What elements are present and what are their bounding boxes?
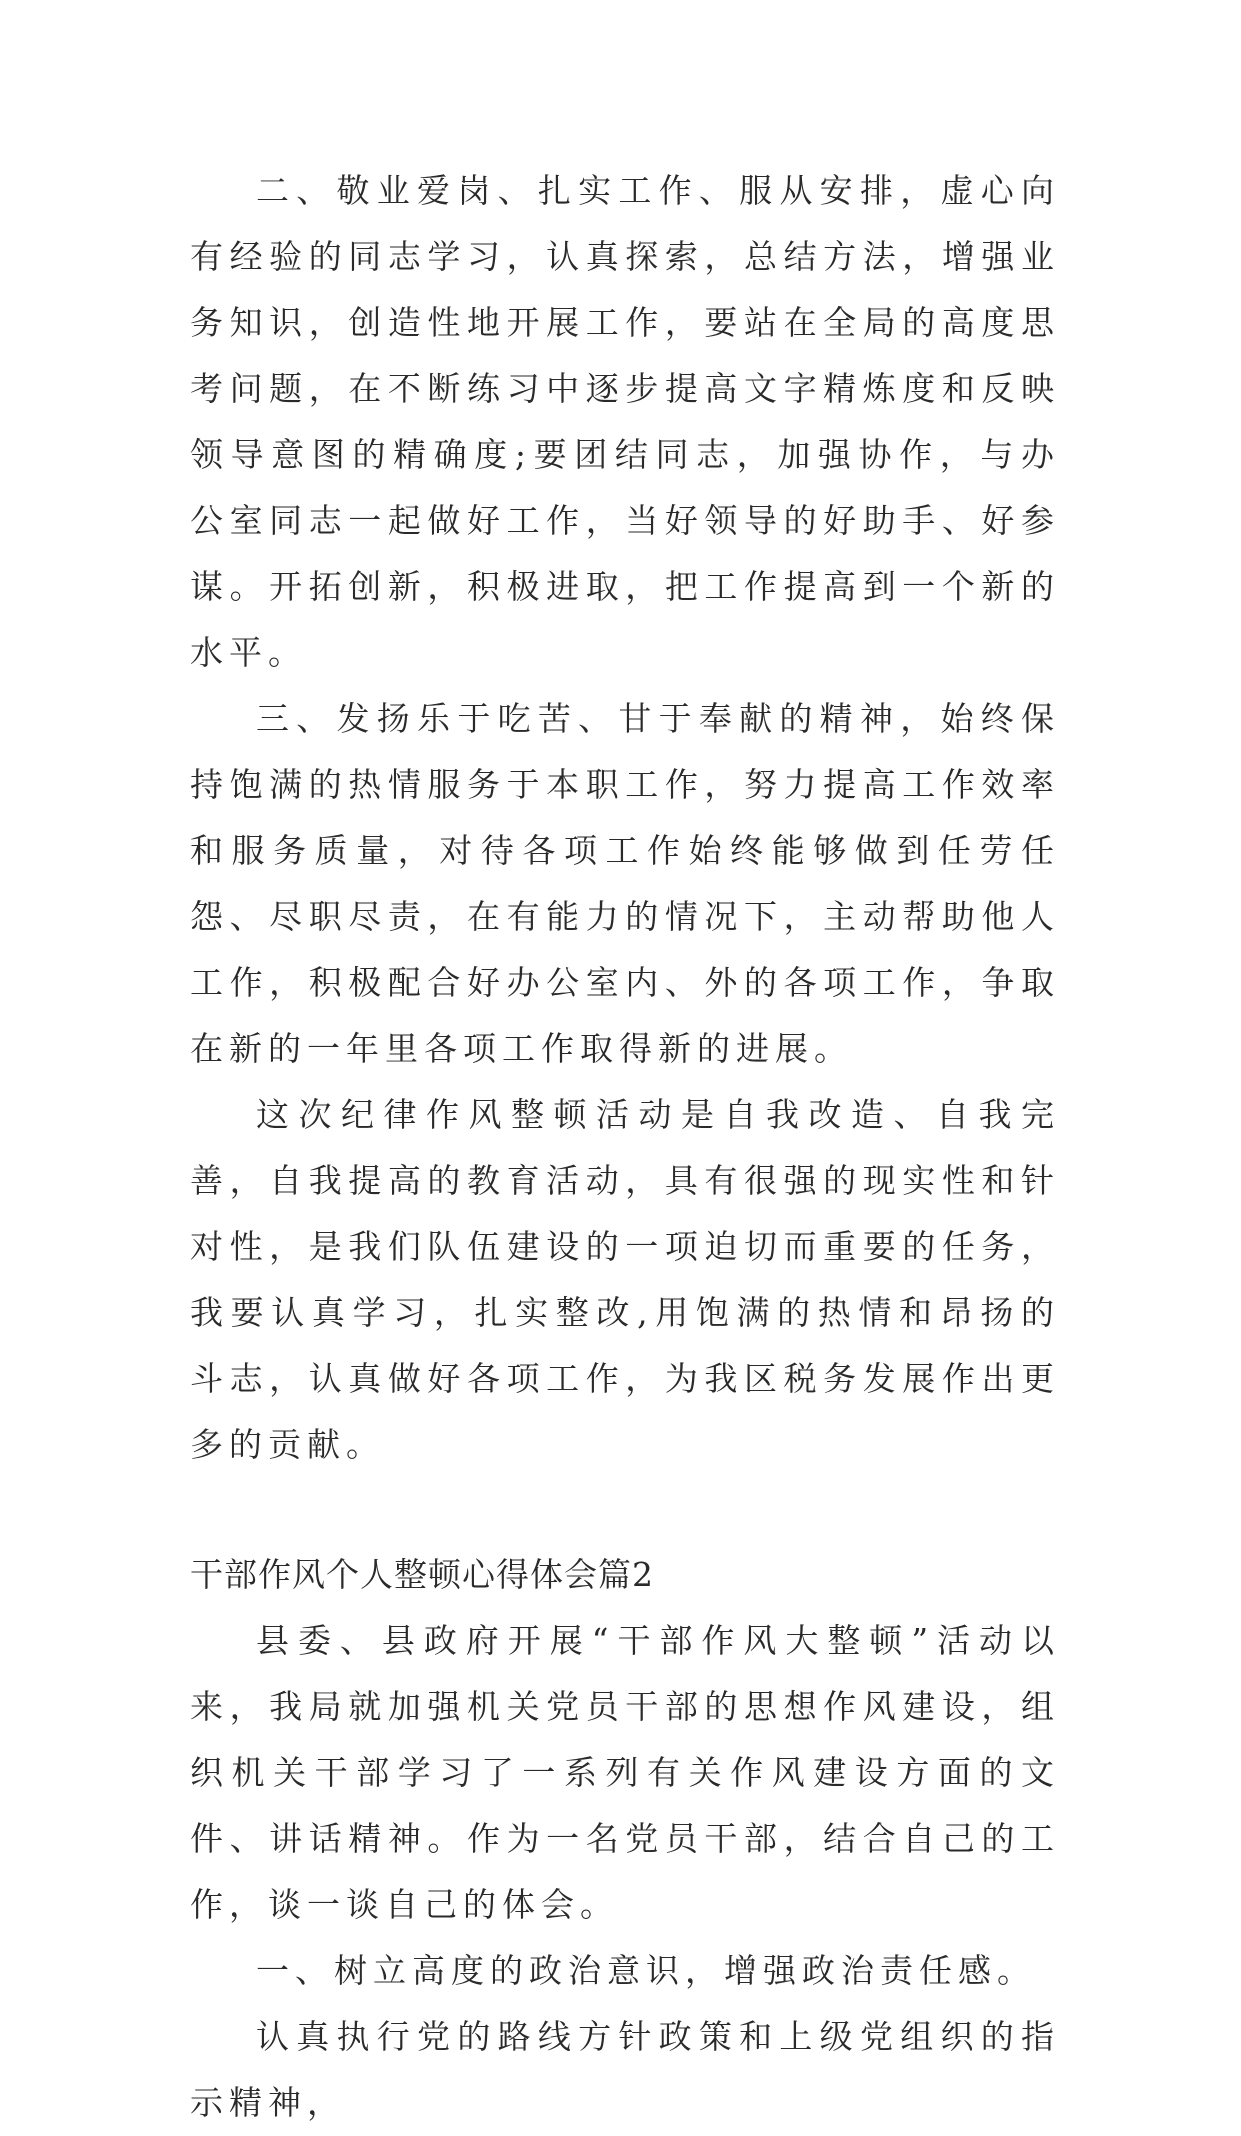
document-body [190,158,1060,2136]
paragraph-item-two: 二、敬业爱岗、扎实工作、服从安排，虚心向有经验的同志学习，认真探索，总结方法，增强业务知识，创造性地开展工作，要站在全局的高度思考问题，在不断练习中逐步提高文字精炼度和反映领导意图的精确度;要团结同志，加强协作，与办公室同志一起做好工作，当好领导的好助手、好参谋。开拓创新，积极进取，把工作提高到一个新的水平。 [190,171,1060,672]
paragraph-item-one: 一、树立高度的政治意识，增强政治责任感。 [256,1951,1036,1990]
section-gap [190,1478,1060,1542]
paragraph-conclusion: 这次纪律作风整顿活动是自我改造、自我完善，自我提高的教育活动，具有很强的现实性和针对性，是我们队伍建设的一项迫切而重要的任务，我要认真学习，扎实整改,用饱满的热情和昂扬的斗志，认真做好各项工作，为我区税务发展作出更多的贡献。 [190,1095,1060,1464]
section-title: 干部作风个人整顿心得体会篇2 [190,1555,654,1594]
paragraph-intro: 县委、县政府开展“干部作风大整顿”活动以来，我局就加强机关党员干部的思想作风建设，组织机关干部学习了一系列有关作风建设方面的文件、讲话精神。作为一名党员干部，结合自己的工作，谈一谈自己的体会。 [190,1621,1060,1924]
paragraph-item-three: 三、发扬乐于吃苦、甘于奉献的精神，始终保持饱满的热情服务于本职工作，努力提高工作效率和服务质量，对待各项工作始终能够做到任劳任怨、尽职尽责，在有能力的情况下，主动帮助他人工作，积极配合好办公室内、外的各项工作，争取在新的一年里各项工作取得新的进展。 [190,699,1060,1068]
paragraph-continued: 认真执行党的路线方针政策和上级党组织的指示精神， [190,2017,1060,2122]
